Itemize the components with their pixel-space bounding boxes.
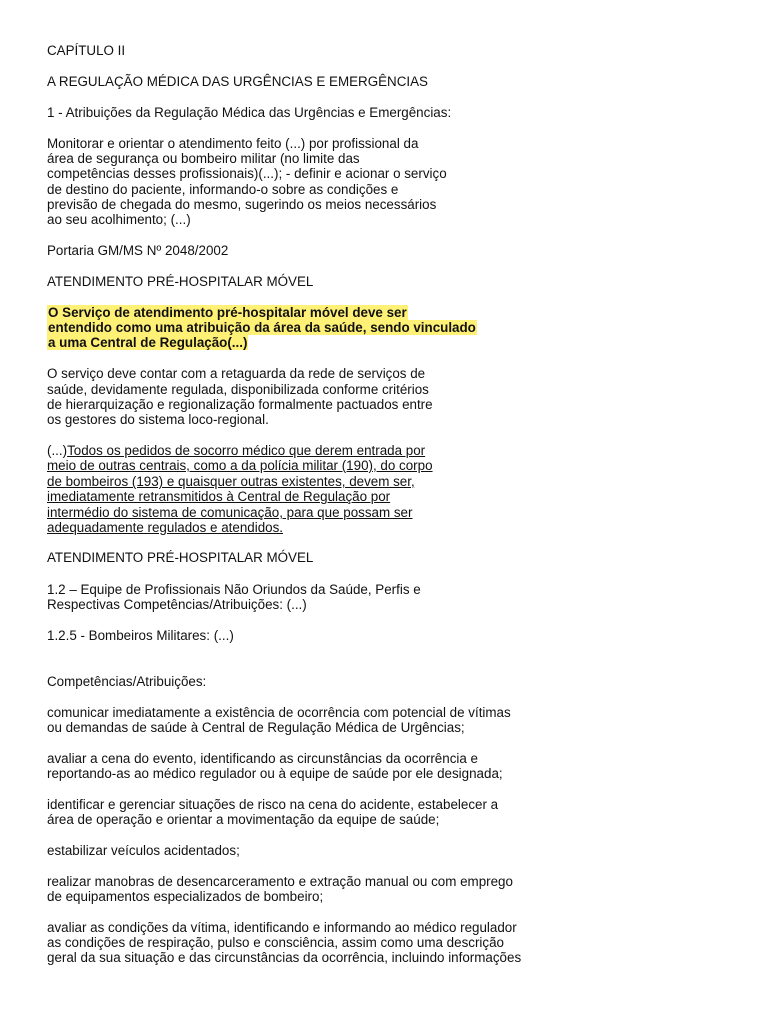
text-line: O serviço deve contar com a retaguarda da rede de serviços de bbox=[47, 366, 426, 381]
text-line: área de operação e orientar a movimentação da equipe de saúde; bbox=[47, 812, 440, 827]
underlined-line bbox=[47, 474, 415, 490]
text-line: realizar manobras de desencarceramento e extração manual ou com emprego bbox=[47, 874, 513, 889]
underlined-line bbox=[47, 505, 412, 521]
chapter-title: A REGULAÇÃO MÉDICA DAS URGÊNCIAS E EMERGÊNCIAS bbox=[47, 74, 428, 89]
text-line: os gestores do sistema loco-regional. bbox=[47, 412, 269, 427]
text-line: avaliar a cena do evento, identificando as circunstâncias da ocorrência e bbox=[47, 751, 478, 766]
underlined-text: meio de outras centrais, como a da polícia militar (190), do corpo bbox=[47, 458, 433, 473]
text-line: comunicar imediatamente a existência de ocorrência com potencial de vítimas bbox=[47, 705, 511, 720]
highlighted-line bbox=[47, 320, 477, 336]
list-item: estabilizar veículos acidentados; bbox=[47, 843, 240, 858]
underlined-text: imediatamente retransmitidos à Central de Regulação por bbox=[47, 489, 391, 504]
underlined-text: adequadamente regulados e atendidos. bbox=[47, 520, 284, 535]
aph-heading: ATENDIMENTO PRÉ-HOSPITALAR MÓVEL bbox=[47, 274, 314, 289]
underlined-line bbox=[47, 520, 283, 536]
text-line: de hierarquização e regionalização formalmente pactuados entre bbox=[47, 397, 433, 412]
ellipsis-prefix: (...) bbox=[47, 443, 68, 458]
underlined-line bbox=[47, 458, 433, 474]
highlighted-line bbox=[47, 335, 248, 351]
text-line: geral da sua situação e das circunstâncias da ocorrência, incluindo informações bbox=[47, 950, 522, 965]
text-line: saúde, devidamente regulada, disponibilizada conforme critérios bbox=[47, 382, 429, 397]
chapter-label: CAPÍTULO II bbox=[47, 43, 126, 58]
section-heading-1: 1 - Atribuições da Regulação Médica das Urgências e Emergências: bbox=[47, 105, 452, 120]
text-line: identificar e gerenciar situações de risco na cena do acidente, estabelecer a bbox=[47, 797, 499, 812]
section-1-2-5: 1.2.5 - Bombeiros Militares: (...) bbox=[47, 628, 234, 643]
underlined-text: Todos os pedidos de socorro médico que derem entrada por bbox=[67, 443, 426, 458]
text-line: de destino do paciente, informando-o sobre as condições e bbox=[47, 182, 399, 197]
text-line: área de segurança ou bombeiro militar (no limite das bbox=[47, 151, 360, 166]
portaria-reference: Portaria GM/MS Nº 2048/2002 bbox=[47, 243, 229, 258]
text-line: ou demandas de saúde à Central de Regulação Médica de Urgências; bbox=[47, 720, 465, 735]
competencias-heading: Competências/Atribuições: bbox=[47, 674, 207, 689]
text-line: ao seu acolhimento; (...) bbox=[47, 212, 191, 227]
text-line: previsão de chegada do mesmo, sugerindo os meios necessários bbox=[47, 197, 437, 212]
text-line: reportando-as ao médico regulador ou à equipe de saúde por ele designada; bbox=[47, 766, 503, 781]
underlined-text: de bombeiros (193) e quaisquer outras existentes, devem ser, bbox=[47, 474, 415, 489]
highlighted-line bbox=[47, 305, 408, 321]
highlight-text: a uma Central de Regulação(...) bbox=[48, 335, 248, 350]
underlined-line bbox=[47, 489, 390, 505]
text-line: competências desses profissionais)(...); - definir e acionar o serviço bbox=[47, 166, 447, 181]
text-line: de equipamentos especializados de bombeiro; bbox=[47, 889, 324, 904]
text-line: as condições de respiração, pulso e consciência, assim como uma descrição bbox=[47, 935, 504, 950]
text-line: Monitorar e orientar o atendimento feito (...) por profissional da bbox=[47, 136, 419, 151]
underlined-text: intermédio do sistema de comunicação, para que possam ser bbox=[47, 505, 413, 520]
highlight-text: O Serviço de atendimento pré-hospitalar móvel deve ser bbox=[48, 305, 407, 320]
text-line: Respectivas Competências/Atribuições: (...) bbox=[47, 597, 307, 612]
aph-heading: ATENDIMENTO PRÉ-HOSPITALAR MÓVEL bbox=[47, 550, 314, 565]
underlined-line bbox=[47, 443, 425, 459]
text-line: avaliar as condições da vítima, identificando e informando ao médico regulador bbox=[47, 920, 517, 935]
text-line: 1.2 – Equipe de Profissionais Não Oriundos da Saúde, Perfis e bbox=[47, 582, 421, 597]
highlight-text: entendido como uma atribuição da área da saúde, sendo vinculado bbox=[48, 320, 476, 335]
